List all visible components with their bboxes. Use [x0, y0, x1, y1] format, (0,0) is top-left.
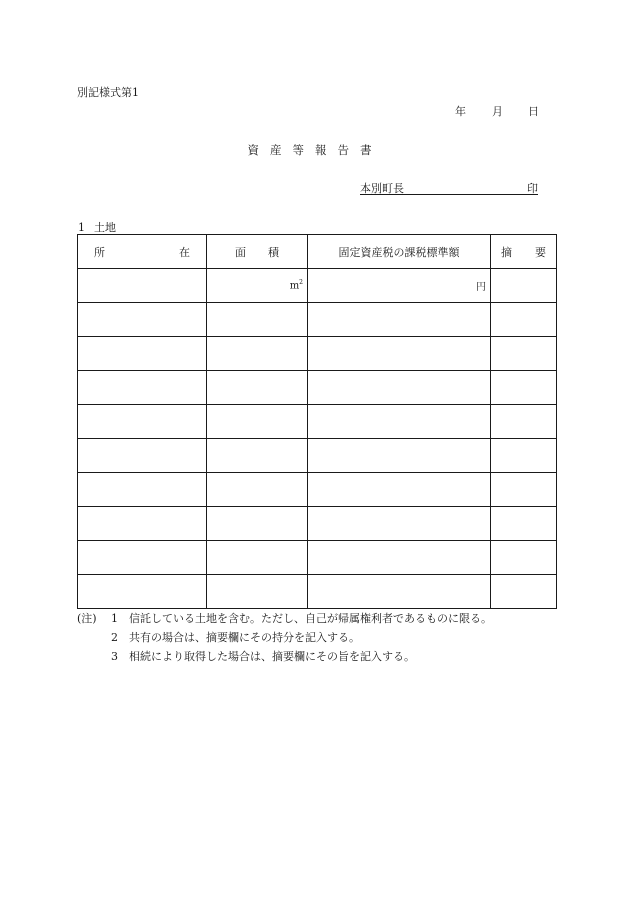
cell-location[interactable]	[78, 337, 207, 371]
date-day: 日	[528, 105, 539, 118]
header-note	[491, 235, 557, 269]
document-title: 資産等報告書	[247, 143, 383, 157]
cell-tax-value[interactable]	[308, 473, 491, 507]
table-row	[78, 269, 557, 303]
unit-yen: 円	[476, 282, 486, 293]
cell-tax-value[interactable]	[308, 439, 491, 473]
cell-area[interactable]	[207, 473, 308, 507]
cell-area[interactable]	[207, 371, 308, 405]
header-area	[207, 235, 308, 269]
section-label: 土地	[94, 221, 116, 234]
signature-name: 本別町長	[360, 182, 404, 195]
header-note-char-2: 要	[535, 245, 546, 259]
cell-area[interactable]	[207, 269, 308, 303]
cell-note[interactable]	[491, 371, 557, 405]
land-table	[77, 234, 557, 609]
cell-tax-value[interactable]	[308, 371, 491, 405]
cell-location[interactable]	[78, 303, 207, 337]
header-location-char-2: 在	[179, 245, 190, 259]
form-label: 別記様式第1	[77, 86, 139, 99]
table-row	[78, 405, 557, 439]
table-row	[78, 371, 557, 405]
unit-area-superscript: 2	[299, 279, 303, 287]
cell-note[interactable]	[491, 269, 557, 303]
cell-note[interactable]	[491, 575, 557, 609]
notes	[77, 609, 492, 666]
cell-tax-value[interactable]	[308, 541, 491, 575]
cell-location[interactable]	[78, 541, 207, 575]
header-note-char-1: 摘	[501, 245, 512, 259]
cell-area[interactable]	[207, 507, 308, 541]
header-area-char-2: 積	[268, 245, 279, 259]
cell-area[interactable]	[207, 337, 308, 371]
table-row	[78, 337, 557, 371]
cell-tax-value[interactable]	[308, 405, 491, 439]
cell-note[interactable]	[491, 541, 557, 575]
table-row	[78, 507, 557, 541]
section-heading	[78, 219, 116, 235]
note-text: 信託している土地を含む。ただし、自己が帰属権利者であるものに限る。	[129, 612, 492, 625]
cell-note[interactable]	[491, 303, 557, 337]
table-row	[78, 541, 557, 575]
note-number: 1	[111, 612, 118, 625]
table-row	[78, 439, 557, 473]
note-item	[77, 609, 492, 628]
cell-location[interactable]	[78, 439, 207, 473]
note-number: 2	[111, 631, 118, 644]
note-text: 共有の場合は、摘要欄にその持分を記入する。	[129, 631, 360, 644]
cell-tax-value[interactable]	[308, 575, 491, 609]
cell-area[interactable]	[207, 575, 308, 609]
cell-location[interactable]	[78, 371, 207, 405]
cell-tax-value[interactable]	[308, 303, 491, 337]
header-tax-value-label: 固定資産税の課税標準額	[338, 245, 460, 259]
cell-area[interactable]	[207, 439, 308, 473]
table-header-row	[78, 235, 557, 269]
cell-note[interactable]	[491, 473, 557, 507]
cell-area[interactable]	[207, 303, 308, 337]
signature-line	[360, 180, 538, 195]
cell-area[interactable]	[207, 405, 308, 439]
cell-location[interactable]	[78, 507, 207, 541]
cell-tax-value[interactable]	[308, 337, 491, 371]
section-number: 1	[78, 221, 85, 234]
header-location	[78, 235, 207, 269]
note-number: 3	[111, 650, 118, 663]
cell-location[interactable]	[78, 473, 207, 507]
cell-note[interactable]	[491, 405, 557, 439]
header-location-char-1: 所	[94, 245, 105, 259]
cell-tax-value[interactable]	[308, 507, 491, 541]
note-item	[77, 647, 492, 666]
cell-location[interactable]	[78, 269, 207, 303]
date-month: 月	[492, 105, 503, 118]
cell-location[interactable]	[78, 405, 207, 439]
seal-mark: 印	[527, 182, 538, 195]
header-area-char-1: 面	[235, 245, 246, 259]
date-line	[455, 103, 539, 119]
header-tax-value	[308, 235, 491, 269]
note-item	[77, 628, 492, 647]
date-year: 年	[455, 105, 466, 118]
note-text: 相続により取得した場合は、摘要欄にその旨を記入する。	[129, 650, 415, 663]
cell-note[interactable]	[491, 337, 557, 371]
cell-location[interactable]	[78, 575, 207, 609]
notes-prefix: (注)	[77, 612, 97, 625]
unit-area: m	[289, 280, 300, 292]
table-row	[78, 303, 557, 337]
cell-area[interactable]	[207, 541, 308, 575]
table-row	[78, 473, 557, 507]
cell-note[interactable]	[491, 439, 557, 473]
cell-note[interactable]	[491, 507, 557, 541]
table-row	[78, 575, 557, 609]
cell-tax-value[interactable]	[308, 269, 491, 303]
